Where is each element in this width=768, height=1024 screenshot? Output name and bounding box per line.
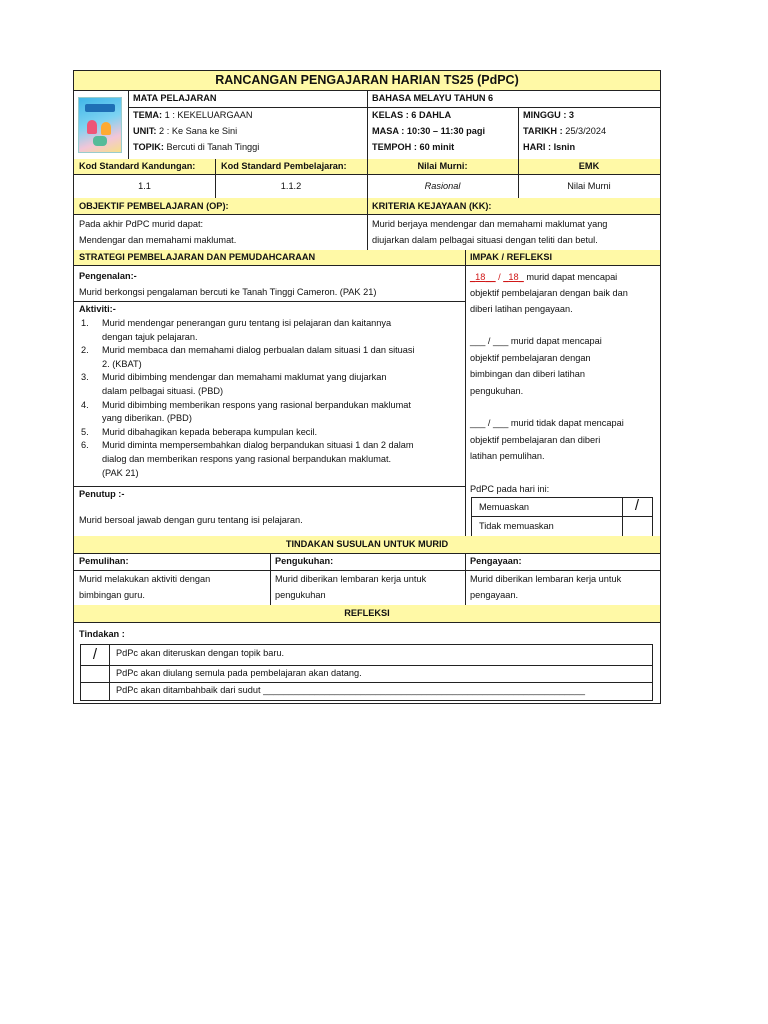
topik-value: Bercuti di Tanah Tinggi: [166, 142, 260, 152]
action-row-1-check-mark: /: [92, 646, 98, 663]
action-row-3-text: PdPc akan ditambahbaik dari sudut _______________________________________________________________: [116, 685, 585, 695]
impak-para-3-line-2: objektif pembelajaran dan diberi: [470, 435, 601, 445]
minggu-text: MINGGU : 3: [523, 110, 575, 120]
tema-value: 1 : KEKELUARGAAN: [164, 110, 253, 120]
impak-para-2-line-2: objektif pembelajaran dengan: [470, 353, 591, 363]
impak-count-total: _18_: [503, 272, 524, 282]
impak-para-1-line-2: objektif pembelajaran dengan baik dan: [470, 288, 628, 298]
memuaskan-check-mark: /: [634, 497, 640, 514]
ksk-header: Kod Standard Kandungan:: [79, 161, 196, 171]
topik-line: [133, 141, 259, 154]
pemulihan-label: Pemulihan:: [79, 556, 129, 566]
impak-para-3: ___ / ___ murid tidak dapat mencapai: [470, 418, 624, 428]
ksk-value: 1.1: [138, 181, 151, 191]
action-row-1-text: PdPc akan diteruskan dengan topik baru.: [116, 648, 285, 658]
action-row-3-check-mark: [81, 682, 109, 700]
refleksi-header: REFLEKSI: [74, 605, 660, 622]
impak-count-achieved: _18__: [470, 272, 496, 282]
aktiviti-label: Aktiviti:-: [79, 304, 116, 314]
nilai-murni-value: Rasional: [424, 181, 461, 191]
tema-label: TEMA:: [133, 110, 163, 120]
impak-para-1-line-3: diberi latihan pengayaan.: [470, 304, 573, 314]
pengenalan-text: Murid berkongsi pengalaman bercuti ke Tanah Tinggi Cameron. (PAK 21): [79, 287, 377, 297]
masa-text: MASA : 10:30 – 11:30 pagi: [372, 126, 486, 136]
pengenalan-label: Pengenalan:-: [79, 271, 137, 281]
list-item: 3. Murid dibimbing mendengar dan memahami maklumat yang diujarkan dalam pelbagai situasi. (PBD): [81, 372, 387, 396]
page-title: RANCANGAN PENGAJARAN HARIAN TS25 (PdPC): [74, 71, 660, 90]
unit-value: 2 : Ke Sana ke Sini: [159, 126, 238, 136]
nilai-murni-header: Nilai Murni:: [417, 161, 468, 171]
pdpc-status-table: [471, 497, 653, 536]
kriteria-line-1: Murid berjaya mendengar dan memahami maklumat yang: [372, 219, 608, 229]
list-item: 6. Murid diminta mempersembahkan dialog berpandukan situasi 1 dan 2 dalam dialog dan memberikan respons yang rasional berpandukan maklumat. (PAK 21): [81, 440, 414, 478]
pdpc-label: PdPC pada hari ini:: [470, 484, 550, 494]
kelas-text: KELAS : 6 DAHLA: [372, 110, 452, 120]
action-row-2-check-mark: [81, 665, 109, 682]
pdpc-option-tidak-memuaskan: Tidak memuaskan: [479, 521, 554, 531]
pengayaan-line-1: Murid diberikan lembaran kerja untuk: [470, 574, 622, 584]
unit-line: [133, 125, 237, 138]
emk-header: EMK: [578, 161, 600, 171]
mata-pelajaran-label: MATA PELAJARAN: [133, 93, 217, 103]
list-item: 5. Murid dibahagikan kepada beberapa kumpulan kecil.: [81, 426, 318, 437]
tarikh-line: [523, 125, 606, 138]
pdpc-option-memuaskan: Memuaskan: [479, 502, 530, 512]
unit-label: UNIT:: [133, 126, 157, 136]
list-item: 1. Murid mendengar penerangan guru tentang isi pelajaran dan kaitannya dengan tajuk pelajaran.: [81, 318, 392, 342]
penutup-text: Murid bersoal jawab dengan guru tentang isi pelajaran.: [79, 515, 303, 525]
impak-para-2-line-4: pengukuhan.: [470, 386, 524, 396]
objektif-line-2: Mendengar dan memahami maklumat.: [79, 235, 237, 245]
tema-line: [133, 109, 252, 122]
impak-para-2-line-3: bimbingan dan diberi latihan: [470, 369, 585, 379]
impak-para-3-line-3: latihan pemulihan.: [470, 451, 545, 461]
hari-text: HARI : Isnin: [523, 142, 576, 152]
tindakan-label: Tindakan :: [79, 629, 125, 639]
textbook-cover-image: [74, 71, 128, 159]
pengukuhan-line-1: Murid diberikan lembaran kerja untuk: [275, 574, 427, 584]
pengayaan-label: Pengayaan:: [470, 556, 522, 566]
kriteria-header: KRITERIA KEJAYAAN (KK):: [372, 201, 492, 211]
tarikh-value: 25/3/2024: [565, 126, 607, 136]
impak-para-2: ___ / ___ murid dapat mencapai: [470, 336, 602, 346]
kriteria-line-2: diujarkan dalam pelbagai situasi dengan teliti dan betul.: [372, 235, 598, 245]
pengukuhan-label: Pengukuhan:: [275, 556, 334, 566]
list-item: 4. Murid dibimbing memberikan respons yang rasional berpandukan maklumat yang diberikan. (PBD): [81, 399, 411, 424]
emk-value: Nilai Murni: [567, 181, 611, 191]
aktiviti-list: [79, 317, 463, 480]
mata-pelajaran-value: BAHASA MELAYU TAHUN 6: [372, 93, 494, 103]
objektif-line-1: Pada akhir PdPC murid dapat:: [79, 219, 204, 229]
pemulihan-line-1: Murid melakukan aktiviti dengan: [79, 574, 211, 584]
tindakan-susulan-header: TINDAKAN SUSULAN UNTUK MURID: [74, 536, 660, 553]
ksp-header: Kod Standard Pembelajaran:: [221, 161, 347, 171]
lesson-plan-document: [73, 70, 661, 704]
pengayaan-line-2: pengayaan.: [470, 590, 519, 600]
penutup-label: Penutup :-: [79, 489, 125, 499]
list-item: 2. Murid membaca dan memahami dialog perbualan dalam situasi 1 dan situasi 2. (KBAT): [81, 345, 415, 369]
strategi-header: STRATEGI PEMBELAJARAN DAN PEMUDAHCARAAN: [79, 252, 316, 262]
ksp-value: 1.1.2: [280, 181, 302, 191]
refleksi-action-table: [80, 644, 653, 701]
impak-header: IMPAK / REFLEKSI: [470, 252, 553, 262]
pengukuhan-line-2: pengukuhan: [275, 590, 326, 600]
tarikh-label: TARIKH :: [523, 126, 563, 136]
objektif-header: OBJEKTIF PEMBELAJARAN (OP):: [79, 201, 229, 211]
pemulihan-line-2: bimbingan guru.: [79, 590, 145, 600]
action-row-2-text: PdPc akan diulang semula pada pembelajaran akan datang.: [116, 668, 362, 678]
topik-label: TOPIK:: [133, 142, 164, 152]
tempoh-text: TEMPOH : 60 minit: [372, 142, 455, 152]
impak-para-1: _18__ / _18_ murid dapat mencapai: [470, 272, 618, 282]
